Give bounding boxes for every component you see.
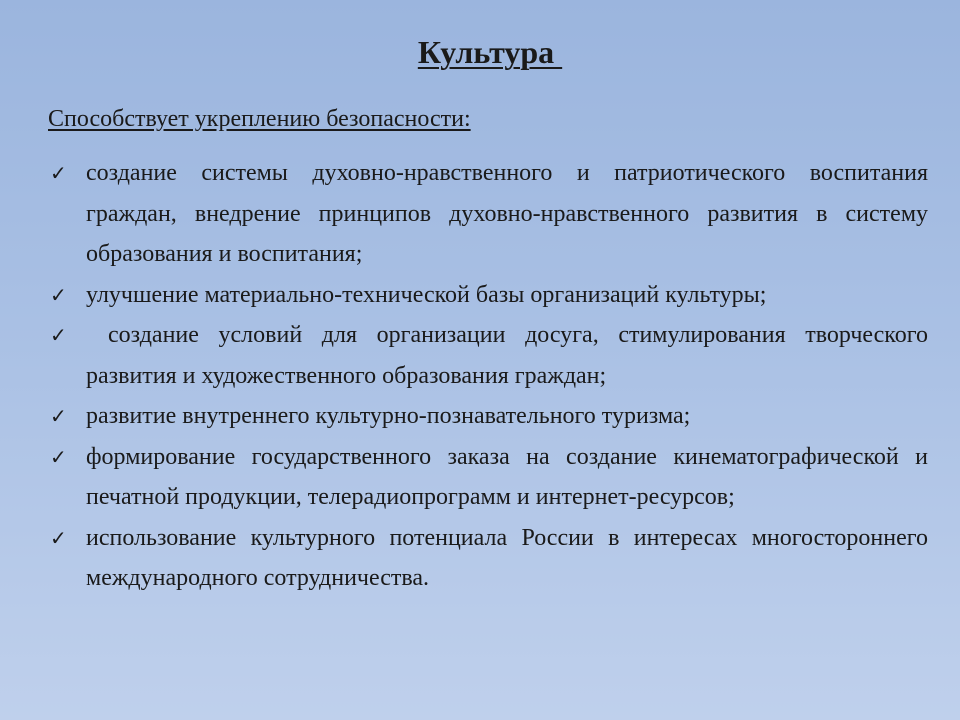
list-item <box>48 396 928 437</box>
slide-subtitle: Способствует укреплению безопасности: <box>48 106 471 132</box>
checkmark-icon: ✓ <box>50 525 67 550</box>
checkmark-icon: ✓ <box>50 323 67 347</box>
list-item <box>48 275 928 316</box>
slide-title-text: Культура <box>417 34 563 70</box>
checkmark-icon: ✓ <box>50 161 67 185</box>
checkmark-icon: ✓ <box>50 404 67 428</box>
list-item <box>48 153 928 275</box>
list-item-text: создание условий для организации досуга, стимулирования творческого развития и художественного образования граждан; <box>86 322 928 389</box>
list-item-text: улучшение материально-технической базы организаций культуры; <box>86 281 767 308</box>
slide-title <box>0 32 960 72</box>
bullet-list <box>48 153 928 599</box>
list-item-text: использование культурного потенциала России в интересах многостороннего международного сотрудничества. <box>86 524 928 591</box>
list-item <box>48 518 928 599</box>
list-item-text: развитие внутреннего культурно-познавательного туризма; <box>86 403 691 429</box>
list-item <box>48 437 928 518</box>
list-item-text: формирование государственного заказа на создание кинематографической и печатной продукции, телерадиопрограмм и интернет-ресурсов; <box>86 443 928 510</box>
list-item-text: создание системы духовно-нравственного и патриотического воспитания граждан, внедрение принципов духовно-нравственного развития в систему образования и воспитания; <box>86 160 928 267</box>
list-item <box>48 315 928 396</box>
checkmark-icon: ✓ <box>50 282 67 307</box>
checkmark-icon: ✓ <box>50 444 67 469</box>
